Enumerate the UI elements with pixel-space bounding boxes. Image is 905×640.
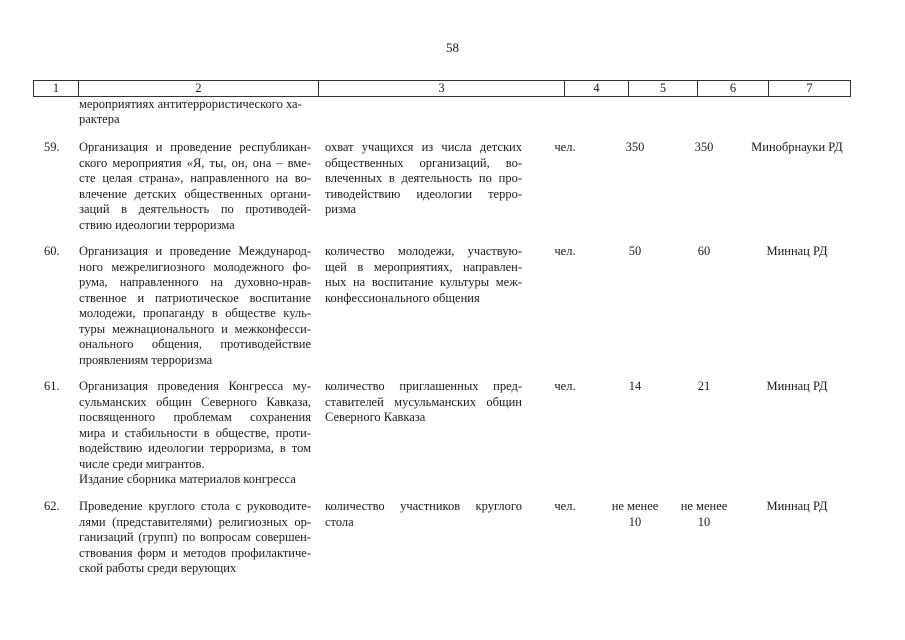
header-cell-5: 5 <box>628 81 697 96</box>
row-number: 62. <box>44 499 60 513</box>
continuation-line: мероприятиях антитеррористического ха- <box>79 97 302 111</box>
row-responsible: Миннац РД <box>766 244 828 258</box>
row-unit: чел. <box>554 140 576 154</box>
header-cell-7: 7 <box>768 81 851 96</box>
header-cell-1: 1 <box>33 81 78 96</box>
header-cell-3: 3 <box>318 81 564 96</box>
row-value-6: не менее 10 <box>680 499 728 529</box>
row-description: Организация и проведение Международ- ного межрелигиозного молодежного фо- рума, направленного на духовно-нрав- ственное и патриотическое воспитание молодежи, пропаганду в обществе куль- туры межнационального и межконфесси- онального общения, противодействие проявлениям терроризма <box>79 244 311 367</box>
row-indicator: количество молодежи, участвую- щей в мероприятиях, направлен- ных на воспитание культуры меж- конфессионального общения <box>325 244 522 305</box>
row-indicator: охват учащихся из числа детских общественных организаций, во- влеченных в деятельность по про- тиводействию идеологии терро- ризма <box>325 140 522 216</box>
row-responsible: Миннац РД <box>766 499 828 513</box>
header-cell-4: 4 <box>564 81 628 96</box>
row-description: Организация и проведение республикан- ского мероприятия «Я, ты, он, она – вме- сте целая страна», направленного на во- влечение детских общественных органи- заций в деятельность по противодей- ствию идеологии терроризма <box>79 140 311 232</box>
row-responsible: Минобрнауки РД <box>751 140 843 154</box>
header-cell-6: 6 <box>697 81 768 96</box>
row-description: Проведение круглого стола с руководите- лями (представителями) религиозных ор- ганизаций (групп) по вопросам совершен- ствования форм и методов профилактиче- ской работы среди верующих <box>79 499 311 575</box>
row-indicator: количество приглашенных пред- ставителей мусульманских общин Северного Кавказа <box>325 379 522 424</box>
row-value-5: 14 <box>628 379 642 393</box>
row-value-6: 350 <box>694 140 714 154</box>
row-value-6: 60 <box>697 244 711 258</box>
row-description: Организация проведения Конгресса му- сульманских общин Северного Кавказа, посвященного проблемам сохранения мира и стабильности в обществе, проти- водействию идеологии терроризма, в том числе среди мигрантов. Издание сборника материалов конгресса <box>79 379 311 486</box>
row-unit: чел. <box>554 244 576 258</box>
continuation-line: рактера <box>79 112 120 126</box>
row-unit: чел. <box>554 499 576 513</box>
row-responsible: Миннац РД <box>766 379 828 393</box>
table-header <box>33 80 851 97</box>
row-indicator: количество участников круглого стола <box>325 499 522 529</box>
row-value-6: 21 <box>697 379 711 393</box>
row-unit: чел. <box>554 379 576 393</box>
row-value-5: 50 <box>628 244 642 258</box>
row-number: 59. <box>44 140 60 154</box>
row-number: 61. <box>44 379 60 393</box>
row-value-5: 350 <box>625 140 645 154</box>
row-number: 60. <box>44 244 60 258</box>
page-number: 58 <box>446 40 459 55</box>
header-cell-2: 2 <box>78 81 318 96</box>
continuation-text <box>79 97 309 127</box>
row-value-5: не менее 10 <box>611 499 659 529</box>
